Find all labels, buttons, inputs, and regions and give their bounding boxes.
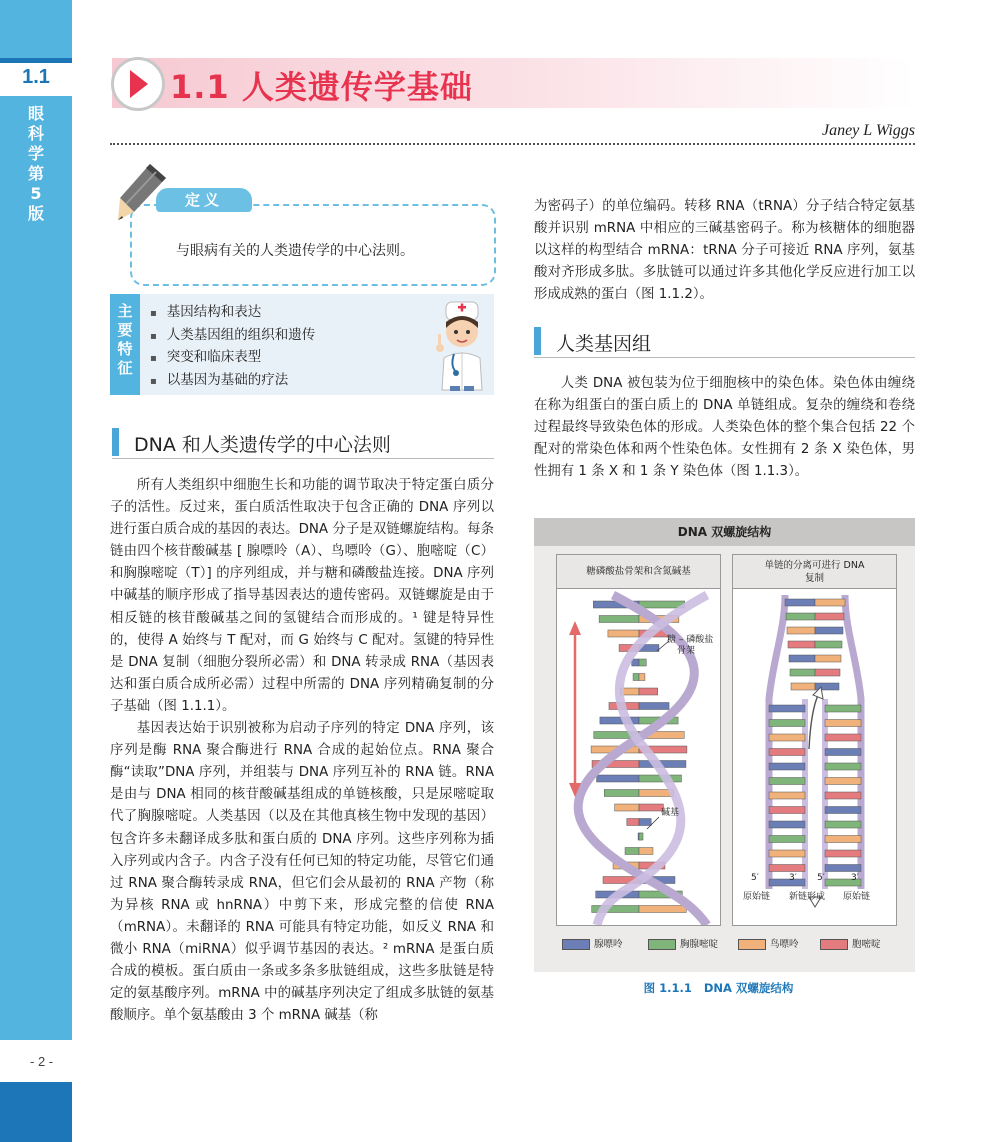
base-rung <box>604 790 639 797</box>
base-rung <box>625 848 639 855</box>
play-arrow-icon <box>111 57 165 111</box>
base-rung <box>769 720 805 727</box>
figure-panel-right <box>732 554 897 926</box>
book-title-vertical <box>0 104 72 224</box>
base-rung <box>769 792 805 799</box>
base-rung <box>825 792 861 799</box>
base-rung <box>639 703 669 710</box>
legend-label: 胞嘧啶 <box>852 939 881 950</box>
definition-text: 与眼病有关的人类遗传学的中心法则。 <box>176 243 414 259</box>
figure-panel-left <box>556 554 721 926</box>
base-rung <box>815 669 840 676</box>
base-rung <box>639 659 646 666</box>
base-rung <box>791 683 815 690</box>
base-rung <box>769 879 805 886</box>
base-rung <box>639 601 685 608</box>
page-title: 1.1 人类遗传学基础 <box>170 68 473 106</box>
paragraph: 所有人类组织中细胞生长和功能的调节取决于特定蛋白质分子的活性。反过来，蛋白质活性取决于包含正确的 DNA 序列以进行蛋白质合成的基因的表达。DNA 分子是双链螺旋结构。每条链由四个核苷酸碱基 [ 腺嘌呤（A）、鸟嘌呤（G）、胞嘧啶（C）和胸腺嘧啶（T）] 的序列组成，并与糖和磷酸盐连接。DNA 序列中碱基的顺序形成了指导基因表达的遗传密码。双链螺旋是由于相反链的核苷酸碱基之间的氢键结合而形成的。¹ 键是特异性的，使得 A 始终与 T 配对，而 G 始终与 C 配对。氢键的特异性是 DNA 复制（细胞分裂所必需）和 DNA 转录成 RNA（基因表达和蛋白质合成所必需）过程中所需的 DNA 序列精确复制的分子基础（图 1.1.1）。 <box>110 478 494 714</box>
sidebar-top-block <box>0 0 72 58</box>
base-rung <box>825 763 861 770</box>
left-column-text <box>110 475 494 1027</box>
list-item: ▪ 突变和临床表型 <box>150 347 315 370</box>
base-rung <box>769 749 805 756</box>
base-rung <box>769 734 805 741</box>
base-rung <box>627 819 639 826</box>
label-char: 征 <box>117 359 133 377</box>
legend-item <box>562 936 623 950</box>
heading-text: DNA 和人类遗传学的中心法则 <box>134 434 391 456</box>
base-rung <box>769 778 805 785</box>
base-rung <box>825 778 861 785</box>
base-rung <box>825 821 861 828</box>
label-original-strand: 原始链 <box>843 892 871 902</box>
caption-number: 图 1.1.1 <box>643 981 692 995</box>
heading-text: 人类基因组 <box>556 333 652 355</box>
prime-label: 5′ <box>751 873 759 883</box>
book-title-char: 第 <box>27 164 44 183</box>
legend-swatch <box>648 939 676 950</box>
base-rung <box>788 641 815 648</box>
label-bases: 碱基 <box>661 808 680 818</box>
base-rung <box>632 659 639 666</box>
label-new-strand: 新链形成 <box>789 892 826 902</box>
base-rung <box>639 674 645 681</box>
base-rung <box>615 804 639 811</box>
definition-tab: 定义 <box>156 188 252 212</box>
prime-label: 5′ <box>817 873 825 883</box>
sidebar-strip <box>0 58 72 63</box>
legend-item <box>738 936 799 950</box>
author: Janey L Wiggs <box>821 122 915 139</box>
legend-swatch <box>562 939 590 950</box>
strand-left-outer <box>769 595 785 889</box>
base-rung <box>639 833 643 840</box>
panel-title-line: 单链的分离可进行 DNA <box>764 560 865 571</box>
dotted-divider <box>110 143 915 145</box>
base-rung <box>599 616 639 623</box>
arrow-head-up-icon <box>569 621 581 635</box>
base-rung <box>769 836 805 843</box>
paragraph: 为密码子）的单位编码。转移 RNA（tRNA）分子结合特定氨基酸并识别 mRNA 中相应的三碱基密码子。称为核糖体的细胞器以这样的构型结合 mRNA：tRNA 分子可接近 RNA 序列，氨基酸对齐形成多肽。多肽链可以通过许多其他化学反应进行加工以形成成熟的蛋白（图 1.1.2）。 <box>534 199 915 303</box>
heading-bar <box>112 428 119 456</box>
base-rung <box>639 848 653 855</box>
base-rung <box>825 850 861 857</box>
label-line: 骨架 <box>677 646 696 656</box>
base-rung <box>787 627 815 634</box>
heading-rule <box>534 357 915 358</box>
prime-label: 3′ <box>789 873 797 883</box>
base-rung <box>825 749 861 756</box>
heading-rule <box>112 458 494 459</box>
key-features-label <box>110 294 140 395</box>
base-rung <box>639 804 663 811</box>
legend-item <box>648 936 718 950</box>
base-rung <box>815 641 842 648</box>
base-rung <box>825 836 861 843</box>
base-rung <box>785 599 815 606</box>
book-title-char: 5 <box>30 184 42 203</box>
base-rung <box>815 627 843 634</box>
label-original-strand: 原始链 <box>743 892 771 902</box>
list-item: ▪ 人类基因组的组织和遗传 <box>150 325 315 348</box>
strand-right-outer <box>845 595 861 889</box>
legend-label: 胸腺嘧啶 <box>680 939 719 950</box>
base-rung <box>769 705 805 712</box>
panel-title-text: 糖磷酸盐骨架和含氮碱基 <box>586 566 691 577</box>
base-rung <box>825 734 861 741</box>
list-item: ▪ 基因结构和表达 <box>150 302 315 325</box>
figure-caption <box>534 980 915 996</box>
base-rung <box>825 705 861 712</box>
base-rung <box>786 613 815 620</box>
base-rung <box>815 599 845 606</box>
legend-item <box>820 936 881 950</box>
sidebar-body <box>0 96 72 1040</box>
doctor-icon <box>432 300 492 392</box>
base-rung <box>815 613 844 620</box>
book-title-char: 版 <box>27 204 44 223</box>
paragraph: 基因表达始于识别被称为启动子序列的特定 DNA 序列，该序列是酶 RNA 聚合酶进行 RNA 合成的起始位点。RNA 聚合酶“读取”DNA 序列，并组装与 DNA 序列互补的 RNA 链。RNA 是由与 DNA 相同的核苷酸碱基组成的单链核酸，只是尿嘧啶取代了胸腺嘧啶。人类基因（以及在其他真核生物中发现的基因）包含许多未翻译成多肽和蛋白质的 DNA 序列。这些序列称为插入序列或内含子。内含子没有任何已知的特定功能，尽管它们通过 RNA 聚合酶转录成 RNA，但它们会从最初的 RNA 产物（称为异核 RNA 或 hnRNA）中剪下来，形成完整的信使 RNA（mRNA）。未翻译的 RNA 可能具有特定功能，如反义 RNA 和微小 RNA（miRNA）似乎调节基因的表达。² mRNA 是蛋白质合成的模板。蛋白质由一条或多条多肽链组成，这些多肽链是特定的氨基酸序列。mRNA 中的碱基序列决定了组成多肽链的氨基酸顺序。单个氨基酸由 3 个 mRNA 碱基（称 <box>110 721 494 1024</box>
right-column-text-top <box>534 196 915 306</box>
prime-label: 3′ <box>851 873 859 883</box>
panel-title-line: 复制 <box>804 573 824 584</box>
panel-title <box>733 555 896 589</box>
base-rung <box>825 720 861 727</box>
panel-title <box>557 555 720 589</box>
right-column-text-genome <box>534 373 915 483</box>
label-char: 主 <box>117 302 133 320</box>
base-rung <box>815 655 841 662</box>
base-rung <box>769 865 805 872</box>
base-rung <box>600 717 639 724</box>
label-line: 糖 – 磷酸盐 <box>667 635 714 645</box>
label-char: 特 <box>117 340 133 358</box>
legend-swatch <box>738 939 766 950</box>
caption-text: DNA 双螺旋结构 <box>703 981 794 995</box>
base-rung <box>639 688 658 695</box>
base-rung <box>769 807 805 814</box>
label-backbone <box>667 635 713 657</box>
base-rung <box>790 669 815 676</box>
base-rung <box>608 630 639 637</box>
chapter-number: 1.1 <box>22 66 50 88</box>
paragraph: 人类 DNA 被包装为位于细胞核中的染色体。染色体由缠绕在称为组蛋白的蛋白质上的 DNA 单链组成。复杂的缠绕和卷绕过程最终导致染色体的形成。人类染色体的整个集合包括 22 个配对的常染色体和两个性染色体。女性拥有 2 条 X 染色体，男性拥有 1 条 X 和 1 条 Y 染色体（图 1.1.3）。 <box>534 376 915 480</box>
sidebar <box>0 0 72 1142</box>
base-rung <box>639 906 686 913</box>
base-rung <box>597 775 639 782</box>
list-item: ▪ 以基因为基础的疗法 <box>150 370 315 393</box>
figure-dna-double-helix <box>534 518 915 972</box>
legend-label: 鸟嘌呤 <box>770 939 799 950</box>
base-rung <box>825 865 861 872</box>
sidebar-bottom-block <box>0 1082 72 1142</box>
book-title-char: 学 <box>27 144 44 163</box>
base-rung <box>825 807 861 814</box>
legend-swatch <box>820 939 848 950</box>
page-number: - 2 - <box>30 1054 54 1069</box>
base-pairs-right <box>769 599 861 886</box>
base-rung <box>633 674 639 681</box>
fork-arrow-icon <box>809 693 819 749</box>
base-rung <box>639 819 651 826</box>
base-rung <box>769 763 805 770</box>
book-title-char: 眼 <box>27 104 44 123</box>
legend-label: 腺嘌呤 <box>594 939 623 950</box>
base-rung <box>789 655 815 662</box>
heading-bar <box>534 327 541 355</box>
label-char: 要 <box>117 321 133 339</box>
figure-header: DNA 双螺旋结构 <box>534 518 915 546</box>
key-features-list <box>150 302 315 392</box>
base-rung <box>769 821 805 828</box>
book-title-char: 科 <box>27 124 44 143</box>
base-rung <box>769 850 805 857</box>
